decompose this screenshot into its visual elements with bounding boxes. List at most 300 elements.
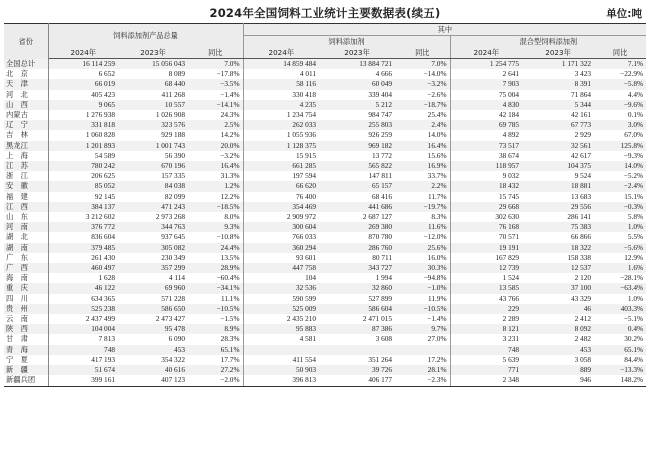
total-2024-cell: 399 161 [48, 375, 118, 386]
additive-yoy-cell: −1.0% [395, 283, 450, 293]
total-2023-cell: 929 188 [161, 130, 185, 140]
table-row [4, 314, 646, 324]
premix-2023-cell: 104 375 [522, 161, 594, 171]
total-2023-cell: 344 763 [118, 222, 188, 232]
table-row [4, 110, 646, 120]
premix-2023-cell: 2 120 [574, 273, 592, 283]
additive-2024-cell: 4 581 [299, 334, 317, 344]
premix-2024-cell: 38 674 [498, 150, 520, 160]
additive-2023-cell: 147 811 [368, 171, 393, 181]
total-yoy-cell: 65.1% [188, 345, 243, 355]
total-2023-cell: 407 123 [118, 375, 188, 386]
premix-yoy-cell: −2.4% [594, 181, 646, 191]
premix-yoy-cell: −63.4% [594, 283, 646, 293]
table-row [4, 324, 646, 334]
total-yoy-cell: −1.4% [188, 90, 243, 100]
total-2023-cell: 305 082 [118, 243, 188, 253]
additive-yoy-cell: 7.0% [395, 59, 450, 70]
premix-2023-cell: 42 617 [570, 150, 592, 160]
additive-yoy-cell: −94.8% [395, 273, 450, 283]
table-row [4, 192, 646, 202]
premix-2024-cell: 167 829 [495, 252, 520, 262]
premix-yoy-cell: 7.1% [594, 59, 646, 70]
total-2023-cell: 69 960 [118, 283, 188, 293]
total-yoy-cell: 31.3% [188, 171, 243, 181]
additive-group-header: 饲料添加剂 [243, 36, 450, 48]
additive-2024-cell: 396 813 [243, 375, 319, 386]
total-2024-cell: 460 497 [48, 263, 118, 273]
additive-yoy-cell: −10.5% [395, 304, 450, 314]
total-2023-cell: 2 973 268 [155, 212, 185, 222]
total-2024-cell: 405 423 [91, 89, 115, 99]
province-cell: 天 津 [4, 79, 48, 89]
total-2023-cell: 354 322 [161, 354, 185, 364]
premix-2023-cell: 2 482 [574, 334, 592, 344]
additive-2023-cell: 586 604 [319, 304, 395, 314]
total-2023-cell: 82 099 [164, 191, 185, 201]
premix-2024-cell: 229 [450, 304, 522, 314]
additive-2023-cell: 68 416 [371, 191, 393, 201]
premix-2024-cell: 4 892 [502, 130, 520, 140]
col-header-2023: 2023年 [118, 47, 188, 59]
additive-2024-cell: 4 235 [243, 100, 319, 110]
table-row [4, 294, 646, 304]
table-row [4, 181, 646, 191]
premix-2023-cell: 3 058 [574, 354, 592, 364]
unit-label: 单位:吨 [606, 8, 642, 20]
additive-2023-cell: 269 380 [319, 222, 395, 232]
total-yoy-cell: 8.9% [188, 324, 243, 334]
premix-2024-cell: 42 184 [498, 110, 520, 120]
additive-2024-cell: 32 536 [243, 283, 319, 293]
total-2024-cell: 379 485 [48, 243, 118, 253]
additive-2023-cell: 527 899 [368, 293, 393, 303]
total-2024-cell: 2 437 499 [85, 314, 115, 324]
premix-2023-cell: 37 100 [522, 283, 594, 293]
total-yoy-cell: −3.2% [188, 151, 243, 161]
province-cell: 云 南 [4, 314, 48, 324]
total-2024-cell: 748 [48, 345, 118, 355]
table-row [4, 273, 646, 283]
additive-2024-cell: 50 903 [243, 365, 319, 375]
additive-yoy-cell: 16.9% [395, 161, 450, 171]
total-yoy-cell: 28.3% [188, 334, 243, 344]
total-yoy-cell: 20.0% [188, 141, 243, 151]
additive-yoy-cell: −3.2% [395, 79, 450, 89]
additive-2023-cell [319, 345, 395, 355]
additive-2023-cell: 13 772 [371, 150, 393, 160]
additive-2023-cell: 13 884 721 [319, 59, 395, 70]
total-yoy-cell: 11.1% [188, 294, 243, 304]
total-yoy-cell: −14.1% [188, 100, 243, 110]
additive-2024-cell: 354 469 [243, 202, 319, 212]
additive-yoy-cell: 16.0% [395, 253, 450, 263]
premix-yoy-cell: 4.4% [627, 89, 644, 99]
additive-2023-cell: 339 404 [368, 89, 393, 99]
premix-2023-cell: 32 561 [522, 141, 594, 151]
col-header-2024: 2024年 [243, 47, 319, 59]
additive-2024-cell: 104 [305, 273, 317, 283]
additive-2024-cell: 14 859 484 [243, 59, 319, 70]
premix-yoy-cell: 0.1% [627, 110, 644, 120]
total-yoy-cell: 16.4% [188, 161, 243, 171]
province-cell: 浙 江 [4, 171, 48, 181]
premix-2023-cell: 46 [522, 304, 594, 314]
premix-yoy-cell: 3.0% [594, 120, 646, 130]
table-row [4, 141, 646, 151]
table-row [4, 243, 646, 253]
premix-2023-cell: 8 092 [522, 324, 594, 334]
premix-2023-cell: 66 866 [570, 232, 592, 242]
total-yoy-cell: 9.3% [188, 222, 243, 232]
additive-yoy-cell: 2.4% [395, 120, 450, 130]
province-cell: 贵 州 [4, 304, 48, 314]
additive-2023-cell: 1 994 [375, 273, 393, 283]
premix-2024-cell: 43 766 [498, 293, 520, 303]
total-2023-cell: 15 056 043 [118, 59, 188, 70]
premix-2023-cell: 8 391 [522, 79, 594, 89]
total-yoy-cell: −10.8% [188, 232, 243, 242]
premix-2023-cell: 67 773 [522, 120, 594, 130]
additive-2023-cell: 286 760 [319, 243, 395, 253]
premix-2023-cell: 946 [522, 375, 594, 386]
premix-yoy-cell: −5.8% [594, 79, 646, 89]
total-yoy-cell: −10.5% [188, 304, 243, 314]
total-2024-cell: 92 145 [94, 191, 115, 201]
additive-yoy-cell: −19.7% [395, 202, 450, 212]
premix-yoy-cell: 0.4% [594, 324, 646, 334]
total-2023-cell: 68 440 [118, 79, 188, 89]
total-yoy-cell: 28.9% [188, 263, 243, 273]
total-2023-cell: 84 038 [118, 181, 188, 191]
total-2023-cell: 2 473 427 [155, 314, 185, 324]
col-header-2024: 2024年 [450, 47, 522, 59]
province-cell: 吉 林 [4, 130, 48, 140]
premix-2023-cell: 29 556 [522, 202, 594, 212]
premix-2024-cell: 771 [450, 365, 522, 375]
additive-yoy-cell: 15.6% [395, 151, 450, 161]
province-cell: 江 苏 [4, 161, 48, 171]
additive-2024-cell: 95 883 [243, 324, 319, 334]
province-cell: 新疆兵团 [4, 375, 48, 386]
total-2024-cell: 384 137 [48, 202, 118, 212]
total-2024-cell: 836 604 [91, 232, 115, 242]
total-2023-cell: 230 349 [161, 252, 185, 262]
table-row [4, 171, 646, 181]
col-header-yoy: 同比 [188, 47, 243, 59]
total-2023-cell: 471 243 [118, 202, 188, 212]
province-cell: 海 南 [4, 273, 48, 283]
total-2023-cell: 937 645 [161, 232, 185, 242]
premix-2024-cell: 2 289 [502, 314, 520, 324]
premix-yoy-cell: −9.3% [623, 150, 644, 160]
premix-2024-cell: 9 032 [502, 171, 520, 181]
total-yoy-cell: 12.2% [188, 192, 243, 202]
total-yoy-cell: 27.2% [188, 365, 243, 375]
additive-2023-cell: 984 747 [368, 110, 393, 120]
total-2024-cell: 780 242 [48, 161, 118, 171]
table-row [4, 202, 646, 212]
table-row [4, 355, 646, 365]
premix-2023-cell: 71 864 [570, 89, 592, 99]
province-cell: 甘 肃 [4, 334, 48, 344]
premix-yoy-cell: −22.9% [620, 69, 644, 79]
additive-yoy-cell: 14.0% [395, 130, 450, 140]
premix-2023-cell: 286 141 [567, 212, 592, 222]
premix-yoy-cell: −0.3% [594, 202, 646, 212]
table-row [4, 69, 646, 79]
total-2024-cell: 7 813 [98, 334, 115, 344]
additive-yoy-cell: 11.7% [395, 192, 450, 202]
province-cell: 广 西 [4, 263, 48, 273]
additive-2024-cell: 1 234 754 [286, 110, 317, 120]
premix-2024-cell: 1 524 [502, 273, 520, 283]
table-row [4, 130, 646, 140]
total-2023-cell: 157 335 [161, 171, 185, 181]
premix-2023-cell: 3 423 [574, 69, 592, 79]
additive-2024-cell: 411 554 [292, 354, 317, 364]
premix-2023-cell: 9 524 [574, 171, 592, 181]
province-cell: 青 海 [4, 345, 48, 355]
additive-yoy-cell: 11.6% [395, 222, 450, 232]
additive-2024-cell: 4 011 [299, 69, 317, 79]
total-2024-cell: 261 430 [91, 252, 115, 262]
premix-2024-cell: 73 517 [450, 141, 522, 151]
total-2023-cell: 95 478 [118, 324, 188, 334]
total-yoy-cell: 7.0% [188, 59, 243, 70]
table-row [4, 334, 646, 344]
premix-2024-cell: 5 639 [502, 354, 520, 364]
premix-2024-cell: 75 004 [498, 89, 520, 99]
col-header-2023: 2023年 [522, 47, 594, 59]
premix-2023-cell: 158 338 [567, 252, 592, 262]
additive-2024-cell: 360 294 [243, 243, 319, 253]
province-cell: 重 庆 [4, 283, 48, 293]
table-row [4, 375, 646, 386]
additive-2024-cell: 330 418 [292, 89, 317, 99]
premix-yoy-cell: 14.0% [594, 161, 646, 171]
additive-2024-cell: 1 055 936 [286, 130, 317, 140]
province-cell: 江 西 [4, 202, 48, 212]
premix-2024-cell: 7 903 [450, 79, 522, 89]
additive-2024-cell: 590 599 [292, 293, 317, 303]
total-yoy-cell: −60.4% [188, 273, 243, 283]
premix-2024-cell: 748 [450, 345, 522, 355]
province-cell: 河 南 [4, 222, 48, 232]
additive-2024-cell: 447 758 [243, 263, 319, 273]
total-2023-cell: 670 196 [118, 161, 188, 171]
table-row [4, 263, 646, 273]
additive-yoy-cell: 28.1% [395, 365, 450, 375]
province-cell: 新 疆 [4, 365, 48, 375]
table-body [4, 59, 646, 387]
province-cell: 广 东 [4, 253, 48, 263]
additive-2024-cell: 2 909 972 [286, 212, 317, 222]
additive-2024-cell: 15 915 [295, 150, 317, 160]
premix-2024-cell: 70 571 [498, 232, 520, 242]
province-cell: 黑龙江 [4, 141, 48, 151]
premix-yoy-cell: 1.0% [594, 222, 646, 232]
premix-2024-cell: 4 830 [450, 100, 522, 110]
premix-yoy-cell: −28.1% [620, 273, 644, 283]
additive-2023-cell: 343 727 [319, 263, 395, 273]
premix-group-header: 混合型饲料添加剂 [450, 36, 646, 48]
additive-yoy-cell: 2.2% [395, 181, 450, 191]
premix-2024-cell: 76 168 [450, 222, 522, 232]
total-2023-cell: 357 299 [118, 263, 188, 273]
table-row [4, 151, 646, 161]
premix-2024-cell: 8 121 [450, 324, 522, 334]
table-row [4, 232, 646, 242]
province-cell: 宁 夏 [4, 355, 48, 365]
additive-2023-cell: 4 666 [375, 69, 393, 79]
additive-2024-cell: 525 009 [243, 304, 319, 314]
additive-2023-cell: 39 726 [319, 365, 395, 375]
premix-2023-cell: 5 344 [522, 100, 594, 110]
total-2024-cell: 66 019 [48, 79, 118, 89]
total-2023-cell: 571 228 [161, 293, 185, 303]
total-yoy-cell: 2.5% [188, 120, 243, 130]
province-header: 省份 [4, 24, 48, 59]
table-row [4, 59, 646, 70]
additive-2024-cell: 661 285 [243, 161, 319, 171]
premix-yoy-cell: −13.3% [594, 365, 646, 375]
total-2024-cell: 417 193 [91, 354, 115, 364]
premix-2023-cell: 889 [522, 365, 594, 375]
additive-yoy-cell: −18.7% [395, 100, 450, 110]
total-yoy-cell: 24.3% [188, 110, 243, 120]
additive-2023-cell: 255 803 [319, 120, 395, 130]
premix-yoy-cell: 148.2% [594, 375, 646, 386]
premix-yoy-cell: 67.0% [624, 130, 644, 140]
additive-2023-cell: 969 182 [319, 141, 395, 151]
additive-2024-cell: 66 620 [243, 181, 319, 191]
col-header-2023: 2023年 [319, 47, 395, 59]
total-2023-cell: 4 114 [168, 273, 185, 283]
province-cell: 湖 北 [4, 232, 48, 242]
premix-yoy-cell: 84.4% [624, 354, 644, 364]
additive-2024-cell: 197 594 [292, 171, 317, 181]
additive-yoy-cell: −14.0% [395, 69, 450, 79]
premix-yoy-cell: 1.0% [627, 293, 644, 303]
among-header: 其中 [243, 24, 646, 36]
table-row [4, 345, 646, 355]
total-2024-cell: 46 122 [48, 283, 118, 293]
premix-2023-cell: 18 322 [522, 243, 594, 253]
table-row [4, 253, 646, 263]
additive-2023-cell: 65 157 [319, 181, 395, 191]
additive-2023-cell: 5 212 [319, 100, 395, 110]
province-cell: 上 海 [4, 151, 48, 161]
additive-yoy-cell: 9.7% [395, 324, 450, 334]
total-2024-cell: 9 065 [48, 100, 118, 110]
total-2024-cell: 331 818 [48, 120, 118, 130]
additive-yoy-cell: −12.0% [395, 232, 450, 242]
additive-yoy-cell: 30.3% [395, 263, 450, 273]
premix-2023-cell: 13 683 [570, 191, 592, 201]
premix-2024-cell: 15 745 [498, 191, 520, 201]
additive-yoy-cell: −1.4% [395, 314, 450, 324]
additive-2023-cell: 441 686 [319, 202, 395, 212]
province-cell: 全国总计 [4, 59, 48, 70]
premix-yoy-cell: 15.1% [624, 191, 644, 201]
statistics-table [4, 23, 646, 387]
table-row [4, 79, 646, 89]
province-cell: 山 西 [4, 100, 48, 110]
additive-yoy-cell: 11.9% [395, 294, 450, 304]
premix-yoy-cell: −5.2% [623, 171, 644, 181]
premix-2024-cell: 2 348 [450, 375, 522, 386]
table-row [4, 90, 646, 100]
col-header-yoy: 同比 [594, 47, 646, 59]
additive-2023-cell: 3 608 [375, 334, 393, 344]
premix-2024-cell: 69 785 [450, 120, 522, 130]
premix-yoy-cell: 125.8% [594, 141, 646, 151]
province-cell: 安 徽 [4, 181, 48, 191]
premix-yoy-cell: 1.6% [594, 263, 646, 273]
additive-yoy-cell: 17.2% [395, 355, 450, 365]
additive-2024-cell: 1 128 375 [243, 141, 319, 151]
additive-2023-cell: 926 259 [368, 130, 393, 140]
additive-2024-cell: 300 604 [243, 222, 319, 232]
additive-2023-cell: 32 860 [319, 283, 395, 293]
premix-2024-cell: 18 432 [450, 181, 522, 191]
additive-yoy-cell: 33.7% [395, 171, 450, 181]
premix-yoy-cell: −9.6% [594, 100, 646, 110]
table-row [4, 120, 646, 130]
additive-2024-cell: 766 033 [292, 232, 317, 242]
total-2023-cell: 6 090 [168, 334, 185, 344]
premix-2023-cell: 2 412 [574, 314, 592, 324]
total-2024-cell: 1 060 828 [85, 130, 115, 140]
additive-yoy-cell: 16.4% [395, 141, 450, 151]
premix-2024-cell: 29 668 [450, 202, 522, 212]
province-cell: 湖 南 [4, 243, 48, 253]
premix-yoy-cell: 5.5% [627, 232, 644, 242]
additive-2024-cell: 93 601 [295, 252, 317, 262]
province-cell: 河 北 [4, 90, 48, 100]
province-cell: 辽 宁 [4, 120, 48, 130]
additive-2023-cell: 870 780 [368, 232, 393, 242]
premix-2024-cell: 19 191 [450, 243, 522, 253]
province-cell: 四 川 [4, 294, 48, 304]
premix-yoy-cell: 30.2% [624, 334, 644, 344]
table-row [4, 212, 646, 222]
additive-yoy-cell: 25.4% [395, 110, 450, 120]
premix-2024-cell: 118 957 [450, 161, 522, 171]
col-header-yoy: 同比 [395, 47, 450, 59]
total-yoy-cell: 17.7% [188, 355, 243, 365]
total-2024-cell: 16 114 259 [48, 59, 118, 70]
additive-2023-cell: 2 471 015 [362, 314, 393, 324]
total-2023-cell: 411 268 [161, 89, 185, 99]
total-2023-cell: 1 001 743 [118, 141, 188, 151]
total-yoy-cell: −2.0% [188, 375, 243, 386]
additive-2023-cell: 60 049 [319, 79, 395, 89]
additive-2024-cell: 2 435 210 [286, 314, 317, 324]
additive-yoy-cell: 27.0% [395, 334, 450, 344]
province-cell: 内蒙古 [4, 110, 48, 120]
total-yoy-cell: −17.8% [188, 69, 243, 79]
table-row [4, 283, 646, 293]
total-yoy-cell: 8.0% [188, 212, 243, 222]
total-2024-cell: 634 365 [91, 293, 115, 303]
additive-2023-cell: 87 386 [319, 324, 395, 334]
premix-2024-cell: 13 585 [450, 283, 522, 293]
premix-2023-cell: 18 881 [522, 181, 594, 191]
additive-2023-cell: 565 822 [319, 161, 395, 171]
province-cell: 北 京 [4, 69, 48, 79]
